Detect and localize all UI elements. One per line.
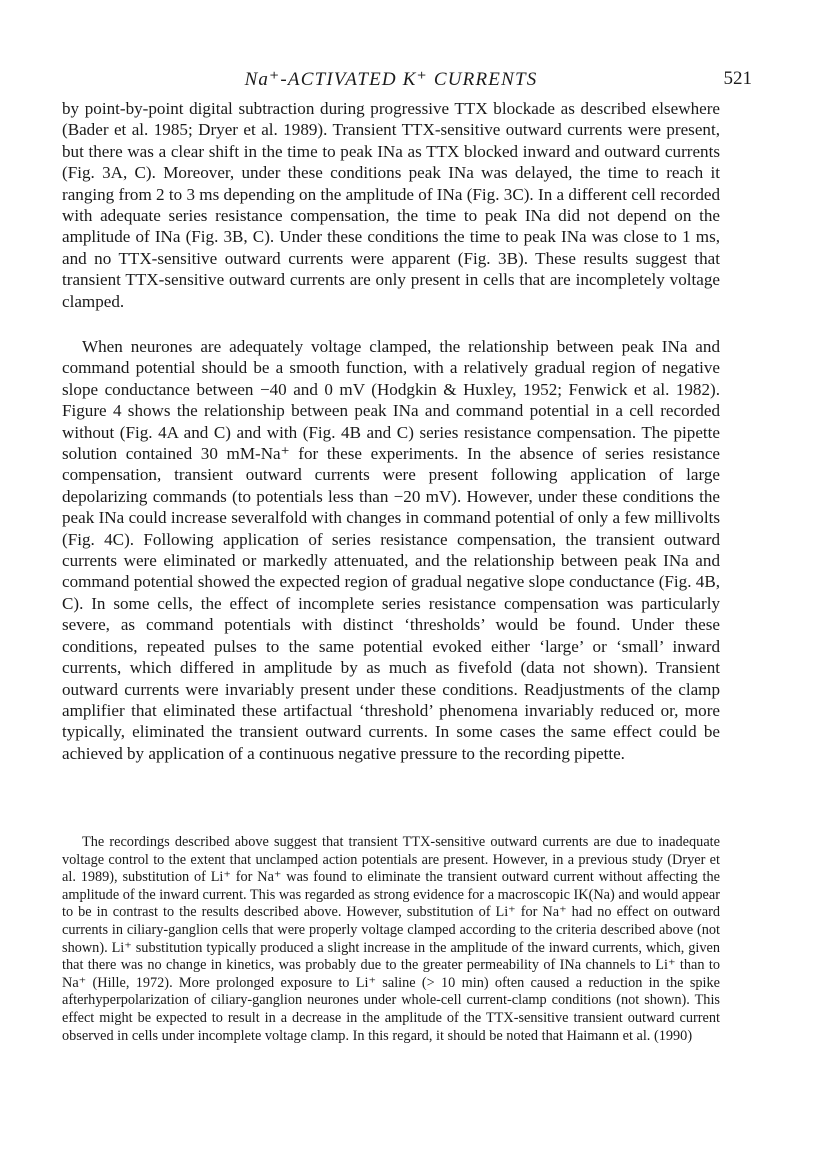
page-number: 521 (723, 68, 752, 89)
body-paragraph-1: by point-by-point digital subtraction during progressive TTX blockade as described elsewhere (Bader et al. 1985; Dryer et al. 1989). Transient TTX-sensitive outward currents were present, but there was a clear shift in the time to peak INa as TTX blocked inward and outward currents (Fig. 3A, C). Moreover, under these conditions peak INa was delayed, the time to reach it ranging from 2 to 3 ms depending on the amplitude of INa (Fig. 3C). In a different cell recorded with adequate series resistance compensation, the time to peak INa did not depend on the amplitude of INa (Fig. 3B, C). Under these conditions the time to peak INa was close to 1 ms, and no TTX-sensitive outward currents were apparent (Fig. 3B). These results suggest that transient TTX-sensitive outward currents are only present in cells that are incompletely voltage clamped. (62, 99, 720, 311)
body-paragraph-2: When neurones are adequately voltage clamped, the relationship between peak INa and command potential should be a smooth function, with a relatively gradual region of negative slope conductance between −40 and 0 mV (Hodgkin & Huxley, 1952; Fenwick et al. 1982). Figure 4 shows the relationship between peak INa and command potential in a cell recorded without (Fig. 4A and C) and with (Fig. 4B and C) series resistance compensation. The pipette solution contained 30 mM-Na⁺ for these experiments. In the absence of series resistance compensation, transient outward currents were present following application of large depolarizing commands (to potentials less than −20 mV). However, under these conditions the peak INa could increase severalfold with changes in command potential of only a few millivolts (Fig. 4C). Following application of series resistance compensation, the transient outward currents were eliminated or markedly attenuated, and the relationship between peak INa and command potential showed the expected region of gradual negative slope conductance (Fig. 4B, C). In some cells, the effect of incomplete series resistance compensation was particularly severe, as command potentials with distinct ‘thresholds’ would be found. Under these conditions, repeated pulses to the same potential evoked either ‘large’ or ‘small’ inward currents, which differed in amplitude by as much as fivefold (data not shown). Transient outward currents were invariably present under these conditions. Readjustments of the clamp amplifier that eliminated these artifactual ‘threshold’ phenomena invariably reduced or, more typically, eliminated the transient outward currents. In some cases the same effect could be achieved by application of a continuous negative pressure to the recording pipette. (62, 337, 720, 763)
body-paragraph-3-small: The recordings described above suggest that transient TTX-sensitive outward currents are due to inadequate voltage control to the extent that unclamped action potentials are present. However, in a previous study (Dryer et al. 1989), substitution of Li⁺ for Na⁺ was found to eliminate the transient outward current without affecting the amplitude of the inward current. This was regarded as strong evidence for a macroscopic IK(Na) and would appear to be in contrast to the results described above. However, substitution of Li⁺ for Na⁺ had no effect on outward currents in ciliary-ganglion cells that were properly voltage clamped according to the criteria described above (not shown). Li⁺ substitution typically produced a slight increase in the amplitude of the inward currents, which, given that there was no change in kinetics, was probably due to the greater permeability of INa channels to Li⁺ than to Na⁺ (Hille, 1972). More prolonged exposure to Li⁺ saline (> 10 min) often caused a reduction in the spike afterhyperpolarization of ciliary-ganglion neurones under whole-cell current-clamp conditions (not shown). This effect might be expected to result in a decrease in the amplitude of the TTX-sensitive transient outward current observed in cells under incomplete voltage clamp. In this regard, it should be noted that Haimann et al. (1990) (62, 834, 720, 1044)
running-head: Na⁺-ACTIVATED K⁺ CURRENTS (244, 69, 538, 90)
